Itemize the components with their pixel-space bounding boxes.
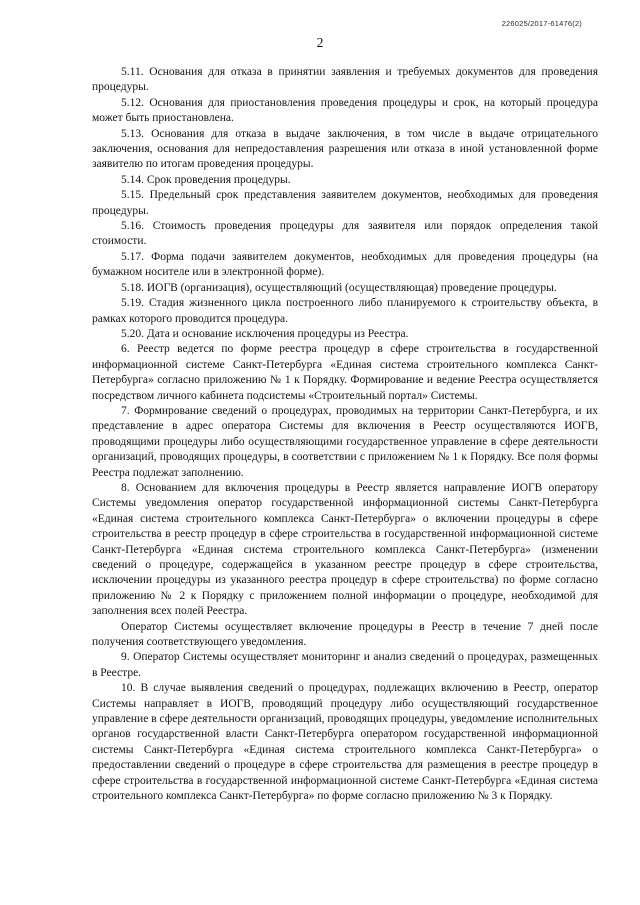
paragraph-5-11: 5.11. Основания для отказа в принятии заявления и требуемых документов для проведения процедуры. bbox=[92, 66, 598, 94]
paragraph-5-20: 5.20. Дата и основание исключения процедуры из Реестра. bbox=[121, 327, 409, 340]
paragraph-5-15: 5.15. Предельный срок представления заявителем документов, необходимых для проведения процедуры. bbox=[92, 189, 598, 217]
paragraph-5-12: 5.12. Основания для приостановления проведения процедуры и срок, на который процедура может быть приостановлена. bbox=[92, 96, 598, 125]
paragraph-5-16: 5.16. Стоимость проведения процедуры для заявителя или порядок определения такой стоимости. bbox=[92, 220, 598, 248]
paragraph-5-13: 5.13. Основания для отказа в выдаче заключения, в том числе в выдаче отрицательного заключения, основания для непредоставления разрешения или отказа в иной установленной форме заявителю по итогам проведения процедуры. bbox=[92, 127, 598, 171]
paragraph-7: 7. Формирование сведений о процедурах, проводимых на территории Санкт-Петербурга, и их представление в адрес оператора Системы для включения в Реестр осуществляются ИОГВ, проводящими процедуры либо осуществляющими государственное управление в сфере деятельности организаций, проводящих процедуры, в соответствии с приложением № 1 к Порядку. Все поля формы Реестра подлежат заполнению. bbox=[92, 404, 598, 479]
document-body bbox=[92, 65, 598, 805]
paragraph-5-18: 5.18. ИОГВ (организация), осуществляющий (осуществляющая) проведение процедуры. bbox=[121, 281, 557, 294]
paragraph-6: 6. Реестр ведется по форме реестра процедур в сфере строительства в государственной информационной системе Санкт-Петербурга «Единая система строительного комплекса Санкт-Петербурга» согласно приложению № 1 к Порядку. Формирование и ведение Реестра осуществляется посредством личного кабинета подсистемы «Строительный портал» Системы. bbox=[92, 343, 598, 402]
document-registration-number: 226025/2017-61476(2) bbox=[501, 19, 582, 28]
paragraph-5-19: 5.19. Стадия жизненного цикла построенного либо планируемого к строительству объекта, в рамках которого проводится процедура. bbox=[92, 297, 598, 325]
paragraph-9: 9. Оператор Системы осуществляет мониторинг и анализ сведений о процедурах, размещенных в Реестре. bbox=[92, 651, 598, 679]
paragraph-8-operator: Оператор Системы осуществляет включение процедуры в Реестр в течение 7 дней после получения соответствующего уведомления. bbox=[92, 620, 598, 649]
paragraph-5-17: 5.17. Форма подачи заявителем документов, необходимых для проведения процедуры (на бумажном носителе или в электронной форме). bbox=[92, 250, 598, 279]
paragraph-10: 10. В случае выявления сведений о процедурах, подлежащих включению в Реестр, оператор Системы направляет в ИОГВ, проводящий процедуру либо осуществляющий государственное управление в сфере деятельности организаций, проводящих процедуры, уведомление исполнительных органов государственной власти Санкт-Петербурга оператором государственной информационной системы Санкт-Петербурга «Единая система строительного комплекса Санкт-Петербурга» о предоставлении сведений о процедуре в сфере строительства для размещения в реестре процедур в сфере строительства в государственной информационной системе Санкт-Петербурга «Единая система строительного комплекса Санкт-Петербурга» по форме согласно приложению № 3 к Порядку. bbox=[92, 682, 598, 803]
paragraph-8: 8. Основанием для включения процедуры в Реестр является направление ИОГВ оператору Системы уведомления оператор государственной информационной системы Санкт-Петербурга «Единая система строительного комплекса Санкт-Петербурга» о включении процедуры в сфере строительства в реестр процедур в сфере строительства в государственной информационной системе Санкт-Петербурга «Единая система строительного комплекса Санкт-Петербурга» (изменении сведений о процедуре, содержащейся в указанном реестре процедур в сфере строительства, исключении процедуры из указанного реестра процедур в сфере строительства) по форме согласно приложению № 2 к Порядку с приложением полной информации о процедуре, необходимой для заполнения всех полей Реестра. bbox=[92, 481, 598, 618]
page-number: 2 bbox=[316, 35, 324, 50]
paragraph-5-14: 5.14. Срок проведения процедуры. bbox=[121, 173, 291, 186]
